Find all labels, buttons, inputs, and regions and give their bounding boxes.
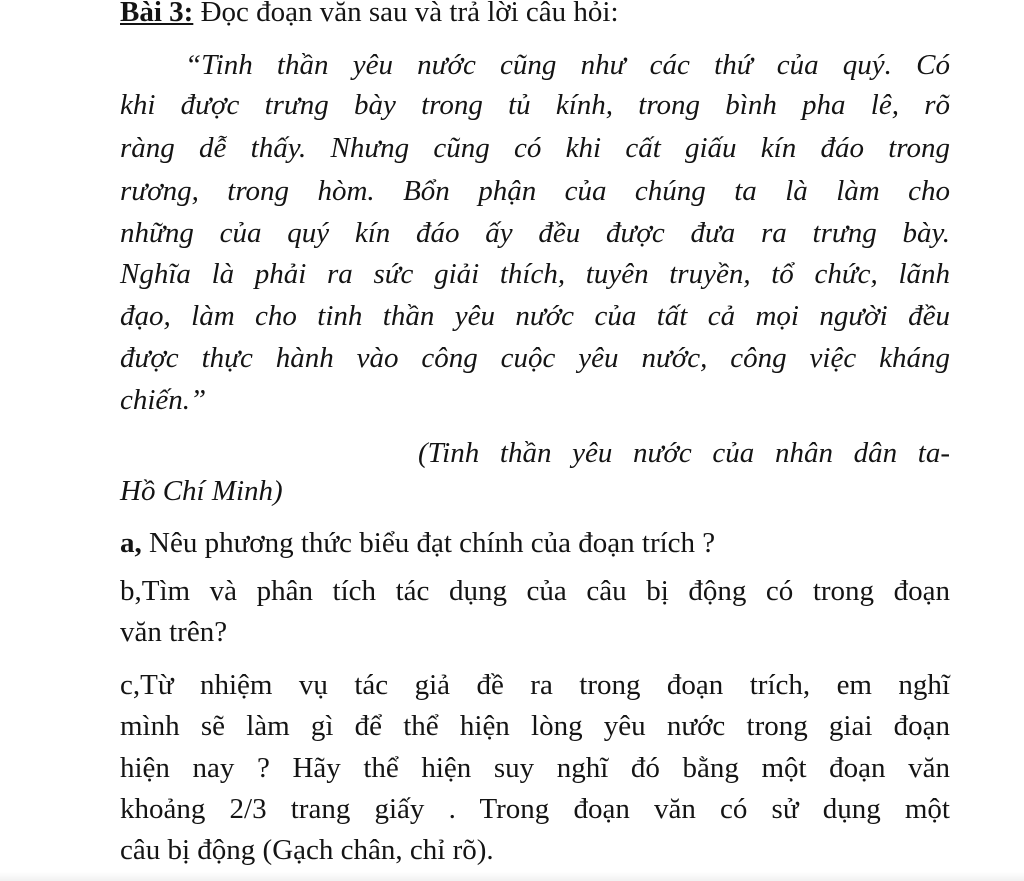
passage-line: chiến.”: [120, 384, 207, 416]
passage-line: ràng dễ thấy. Nhưng cũng có khi cất giấu kín đáo trong: [120, 132, 950, 164]
page-bottom-edge: [0, 872, 1024, 881]
question-b-line: b,Tìm và phân tích tác dụng của câu bị động có trong đoạn: [120, 575, 950, 607]
passage-source: (Tinh thần yêu nước của nhân dân ta-: [418, 437, 950, 469]
passage-line: Nghĩa là phải ra sức giải thích, tuyên truyền, tổ chức, lãnh: [120, 258, 950, 290]
question-c-line: c,Từ nhiệm vụ tác giả đề ra trong đoạn trích, em nghĩ: [120, 669, 950, 701]
question-a-label: a,: [120, 527, 142, 559]
question-c-line: khoảng 2/3 trang giấy . Trong đoạn văn có sử dụng một: [120, 793, 950, 825]
question-c-line: hiện nay ? Hãy thể hiện suy nghĩ đó bằng một đoạn văn: [120, 752, 950, 784]
question-b-line: văn trên?: [120, 616, 228, 648]
passage-line: rương, trong hòm. Bổn phận của chúng ta là làm cho: [120, 175, 950, 207]
passage-line: đạo, làm cho tinh thần yêu nước của tất cả mọi người đều: [120, 300, 950, 332]
passage-line: được thực hành vào công cuộc yêu nước, công việc kháng: [120, 342, 950, 374]
exercise-instruction: Đọc đoạn văn sau và trả lời câu hỏi:: [200, 0, 619, 28]
passage-source-author: Hồ Chí Minh): [120, 475, 283, 507]
question-a: [120, 525, 950, 561]
passage-line: những của quý kín đáo ấy đều được đưa ra trưng bày.: [120, 217, 950, 249]
exercise-label: Bài 3:: [120, 0, 194, 28]
passage-line: “Tinh thần yêu nước cũng như các thứ của quý. Có: [185, 49, 950, 81]
exercise-heading: [120, 0, 950, 30]
passage-line: khi được trưng bày trong tủ kính, trong bình pha lê, rõ: [120, 89, 950, 121]
question-c-line: mình sẽ làm gì để thể hiện lòng yêu nước trong giai đoạn: [120, 710, 950, 742]
question-c-line: câu bị động (Gạch chân, chỉ rõ).: [120, 834, 494, 866]
question-a-text: Nêu phương thức biểu đạt chính của đoạn trích ?: [141, 527, 716, 559]
